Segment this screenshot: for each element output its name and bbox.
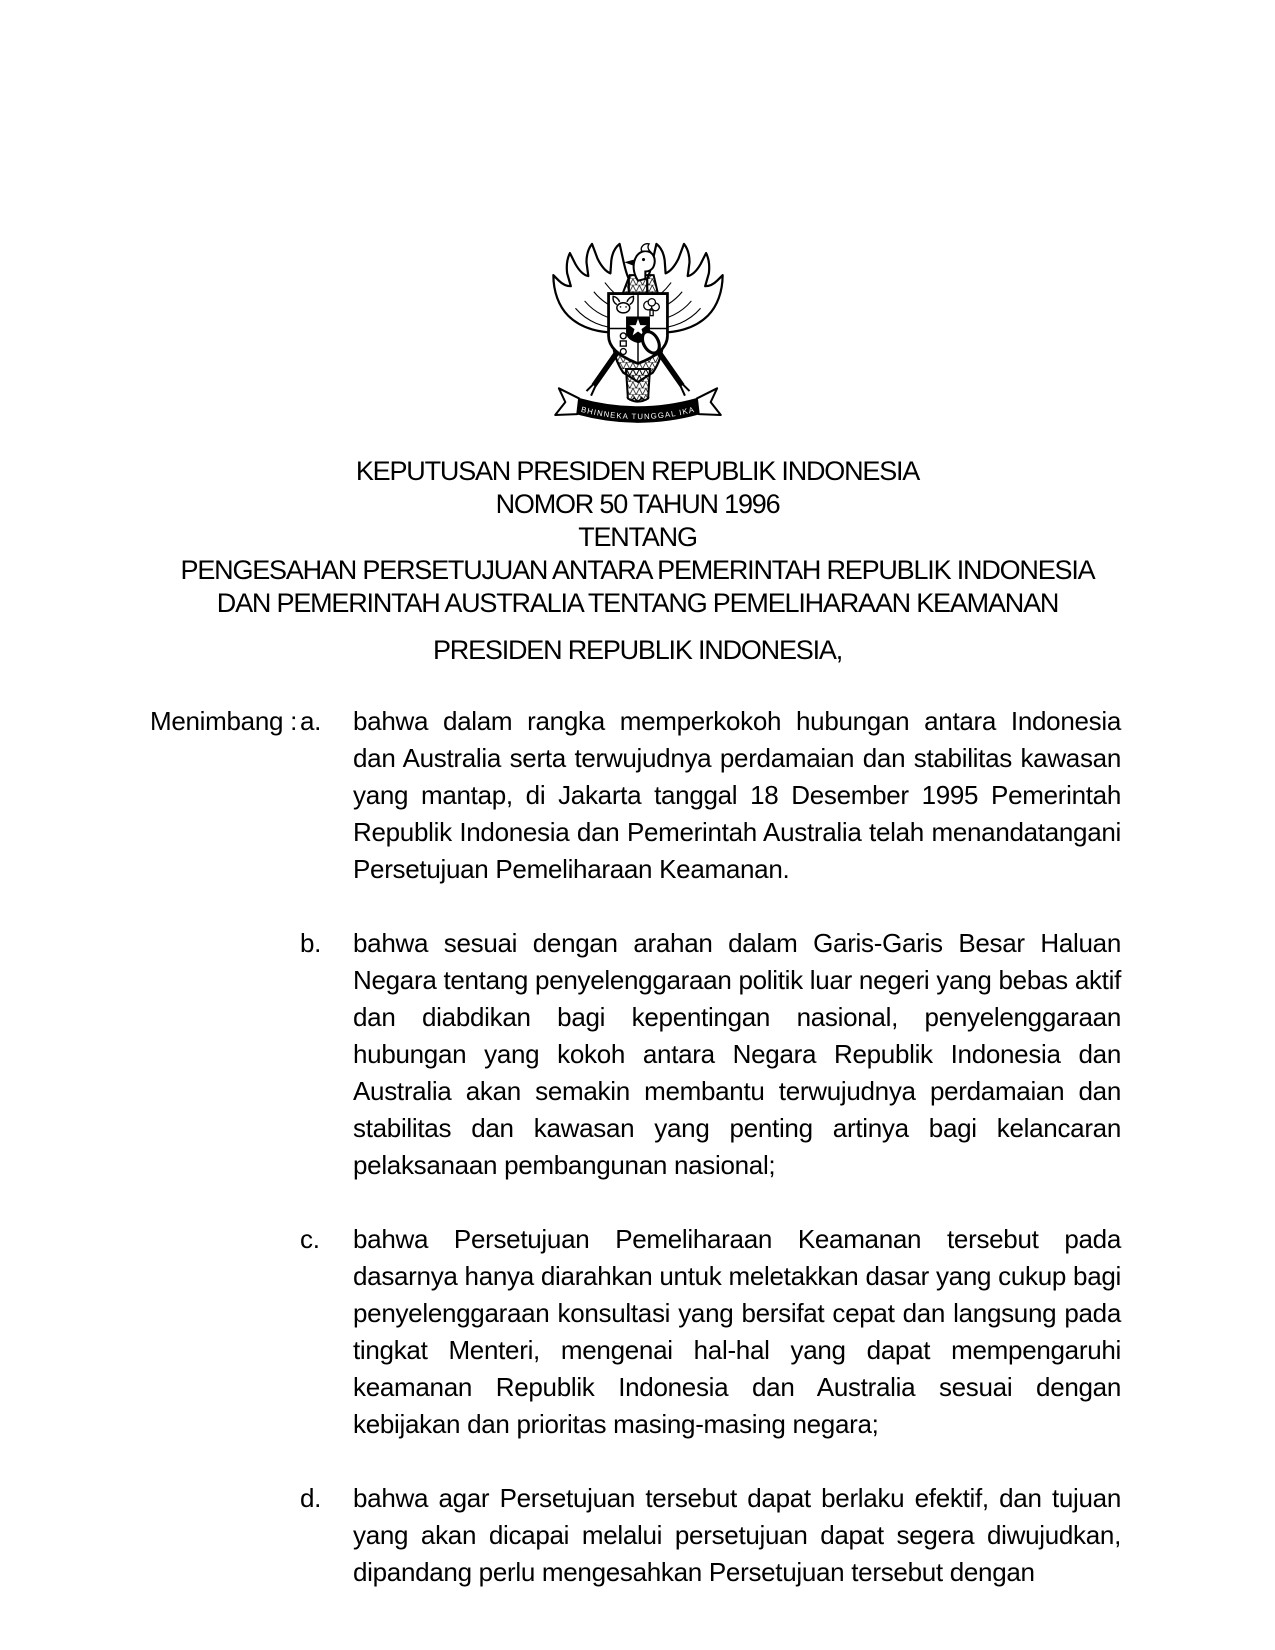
title-line-nomor: NOMOR 50 TAHUN 1996 [495, 489, 780, 519]
garuda-pancasila-emblem [546, 240, 730, 429]
title-line-pengesahan: PENGESAHAN PERSETUJUAN ANTARA PEMERINTAH REPUBLIK INDONESIA [180, 555, 1095, 585]
considerations-section [150, 703, 1121, 1591]
consideration-item-a [150, 703, 1121, 888]
item-text: bahwa agar Persetujuan tersebut dapat berlaku efektif, dan tujuan yang akan dicapai melalui persetujuan dapat segera diwujudkan, dipandang perlu mengesahkan Persetujuan tersebut dengan [353, 1483, 1121, 1587]
consideration-item-b [150, 925, 1121, 1184]
item-letter: c. [300, 1224, 320, 1254]
consideration-item-d [150, 1480, 1121, 1591]
item-letter: d. [300, 1483, 322, 1513]
emblem-banner-text: BHINNEKA TUNGGAL IKA [579, 404, 696, 422]
title-line-keputusan: KEPUTUSAN PRESIDEN REPUBLIK INDONESIA [355, 456, 920, 486]
garuda-pancasila-icon [546, 240, 730, 429]
title-line-dan-pemerintah: DAN PEMERINTAH AUSTRALIA TENTANG PEMELIHARAAN KEAMANAN [216, 588, 1059, 618]
item-text: bahwa dalam rangka memperkokoh hubungan antara Indonesia dan Australia serta terwujudnya perdamaian dan stabilitas kawasan yang mantap, di Jakarta tanggal 18 Desember 1995 Pemerintah Republik Indonesia dan Pemerintah Australia telah menandatangani Persetujuan Pemeliharaan Keamanan. [353, 706, 1121, 884]
issuer-heading: PRESIDEN REPUBLIK INDONESIA, [432, 635, 842, 665]
item-text: bahwa Persetujuan Pemeliharaan Keamanan tersebut pada dasarnya hanya diarahkan untuk meletakkan dasar yang cukup bagi penyelenggaraan konsultasi yang bersifat cepat dan langsung pada tingkat Menteri, mengenai hal-hal yang dapat mempengaruhi keamanan Republik Indonesia dan Australia sesuai dengan kebijakan dan prioritas masing-masing negara; [353, 1224, 1121, 1439]
menimbang-label-spacer [150, 1221, 300, 1443]
menimbang-label: Menimbang : [150, 706, 297, 736]
item-letter: b. [300, 928, 322, 958]
decree-title [0, 455, 1275, 620]
menimbang-label-spacer [150, 1480, 300, 1591]
menimbang-label-spacer [150, 925, 300, 1184]
consideration-item-c [150, 1221, 1121, 1443]
title-line-tentang: TENTANG [578, 522, 697, 552]
item-letter: a. [300, 706, 322, 736]
item-text: bahwa sesuai dengan arahan dalam Garis-Garis Besar Haluan Negara tentang penyelenggaraan politik luar negeri yang bebas aktif dan diabdikan bagi kepentingan nasional, penyelenggaraan hubungan yang kokoh antara Negara Republik Indonesia dan Australia akan semakin membantu terwujudnya perdamaian dan stabilitas dan kawasan yang penting artinya bagi kelancaran pelaksanaan pembangunan nasional; [353, 928, 1121, 1180]
